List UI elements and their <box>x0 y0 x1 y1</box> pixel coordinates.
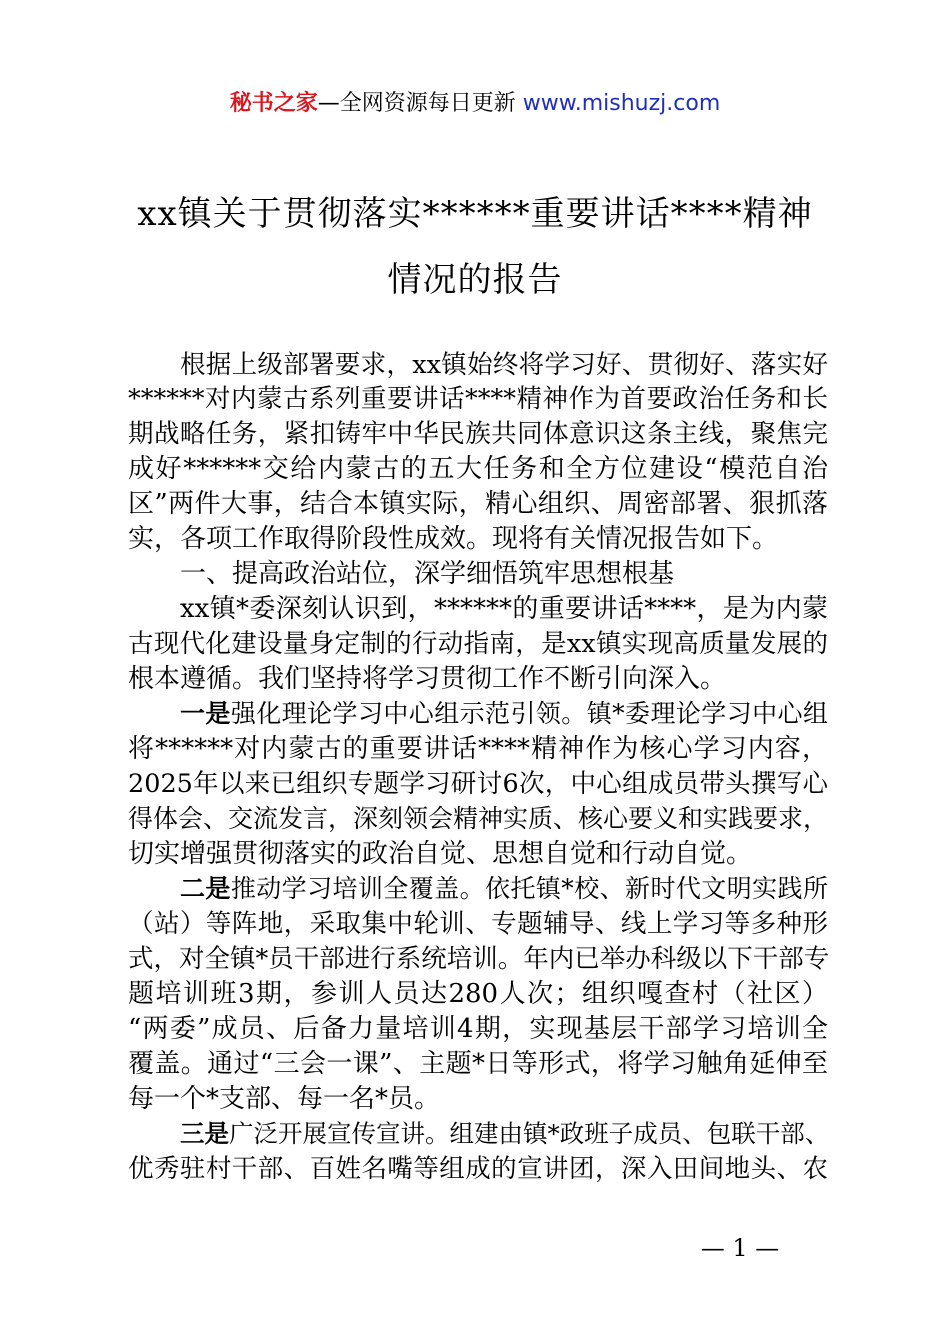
site-slogan: —全网资源每日更新 <box>317 91 523 116</box>
site-brand: 秘书之家 <box>229 91 318 116</box>
body-line: 题培训班3期，参训人员达280人次；组织嘎查村（社区） <box>128 979 828 1009</box>
body-line-text: 强化理论学习中心组示范引领。镇*委理论学习中心组 <box>230 699 828 728</box>
body-line: 将******对内蒙古的重要讲话****精神作为核心学习内容， <box>128 734 828 764</box>
body-line-text: 推动学习培训全覆盖。依托镇*校、新时代文明实践所 <box>230 874 828 903</box>
lead-label: 二是 <box>180 874 231 903</box>
document-title-line-2: 情况的报告 <box>387 260 563 300</box>
body-line: 成好******交给内蒙古的五大任务和全方位建设“模范自治 <box>128 454 828 484</box>
body-line: 得体会、交流发言，深刻领会精神实质、核心要义和实践要求， <box>128 804 829 833</box>
body-line: 根本遵循。我们坚持将学习贯彻工作不断引向深入。 <box>128 664 727 694</box>
body-line: 古现代化建设量身定制的行动指南，是xx镇实现高质量发展的 <box>128 629 828 659</box>
body-line: 期战略任务，紧扣铸牢中华民族共同体意识这条主线，聚焦完 <box>128 419 828 449</box>
body-line: 每一个*支部、每一名*员。 <box>128 1084 441 1114</box>
lead-label: 三是 <box>180 1119 229 1148</box>
body-line: 覆盖。通过“三会一课”、主题*日等形式，将学习触角延伸至 <box>128 1049 828 1079</box>
body-line: 优秀驻村干部、百姓名嘴等组成的宣讲团，深入田间地头、农 <box>128 1154 828 1184</box>
body-line: （站）等阵地，采取集中轮训、专题辅导、线上学习等多种形 <box>128 909 828 939</box>
document-title-line-1: xx镇关于贯彻落实******重要讲话****精神 <box>137 194 813 234</box>
body-line: 区”两件大事，结合本镇实际，精心组织、周密部署、狠抓落 <box>128 489 828 519</box>
site-header <box>0 86 950 122</box>
paragraph-first-line <box>180 697 828 731</box>
section-heading: 一、提高政治站位，深学细悟筑牢思想根基 <box>180 559 675 589</box>
body-line: ******对内蒙古系列重要讲话****精神作为首要政治任务和长 <box>128 384 828 414</box>
lead-label: 一是 <box>180 699 231 728</box>
site-url-link[interactable]: www.mishuzj.com <box>522 91 721 116</box>
page-number: — 1 — <box>700 1234 780 1262</box>
body-line: 2025年以来已组织专题学习研讨6次，中心组成员带头撰写心 <box>128 769 828 799</box>
body-line: 切实增强贯彻落实的政治自觉、思想自觉和行动自觉。 <box>128 839 753 869</box>
body-line: 式，对全镇*员干部进行系统培训。年内已举办科级以下干部专 <box>128 944 830 974</box>
body-line-text: 广泛开展宣传宣讲。组建由镇*政班子成员、包联干部、 <box>229 1119 830 1148</box>
paragraph-first-line <box>180 1117 828 1151</box>
body-line: xx镇*委深刻认识到，******的重要讲话****，是为内蒙 <box>180 594 828 624</box>
body-line: “两委”成员、后备力量培训4期，实现基层干部学习培训全 <box>128 1014 828 1044</box>
paragraph-first-line <box>180 872 828 906</box>
body-line: 实，各项工作取得阶段性成效。现将有关情况报告如下。 <box>128 524 779 554</box>
body-line: 根据上级部署要求，xx镇始终将学习好、贯彻好、落实好 <box>180 350 828 380</box>
